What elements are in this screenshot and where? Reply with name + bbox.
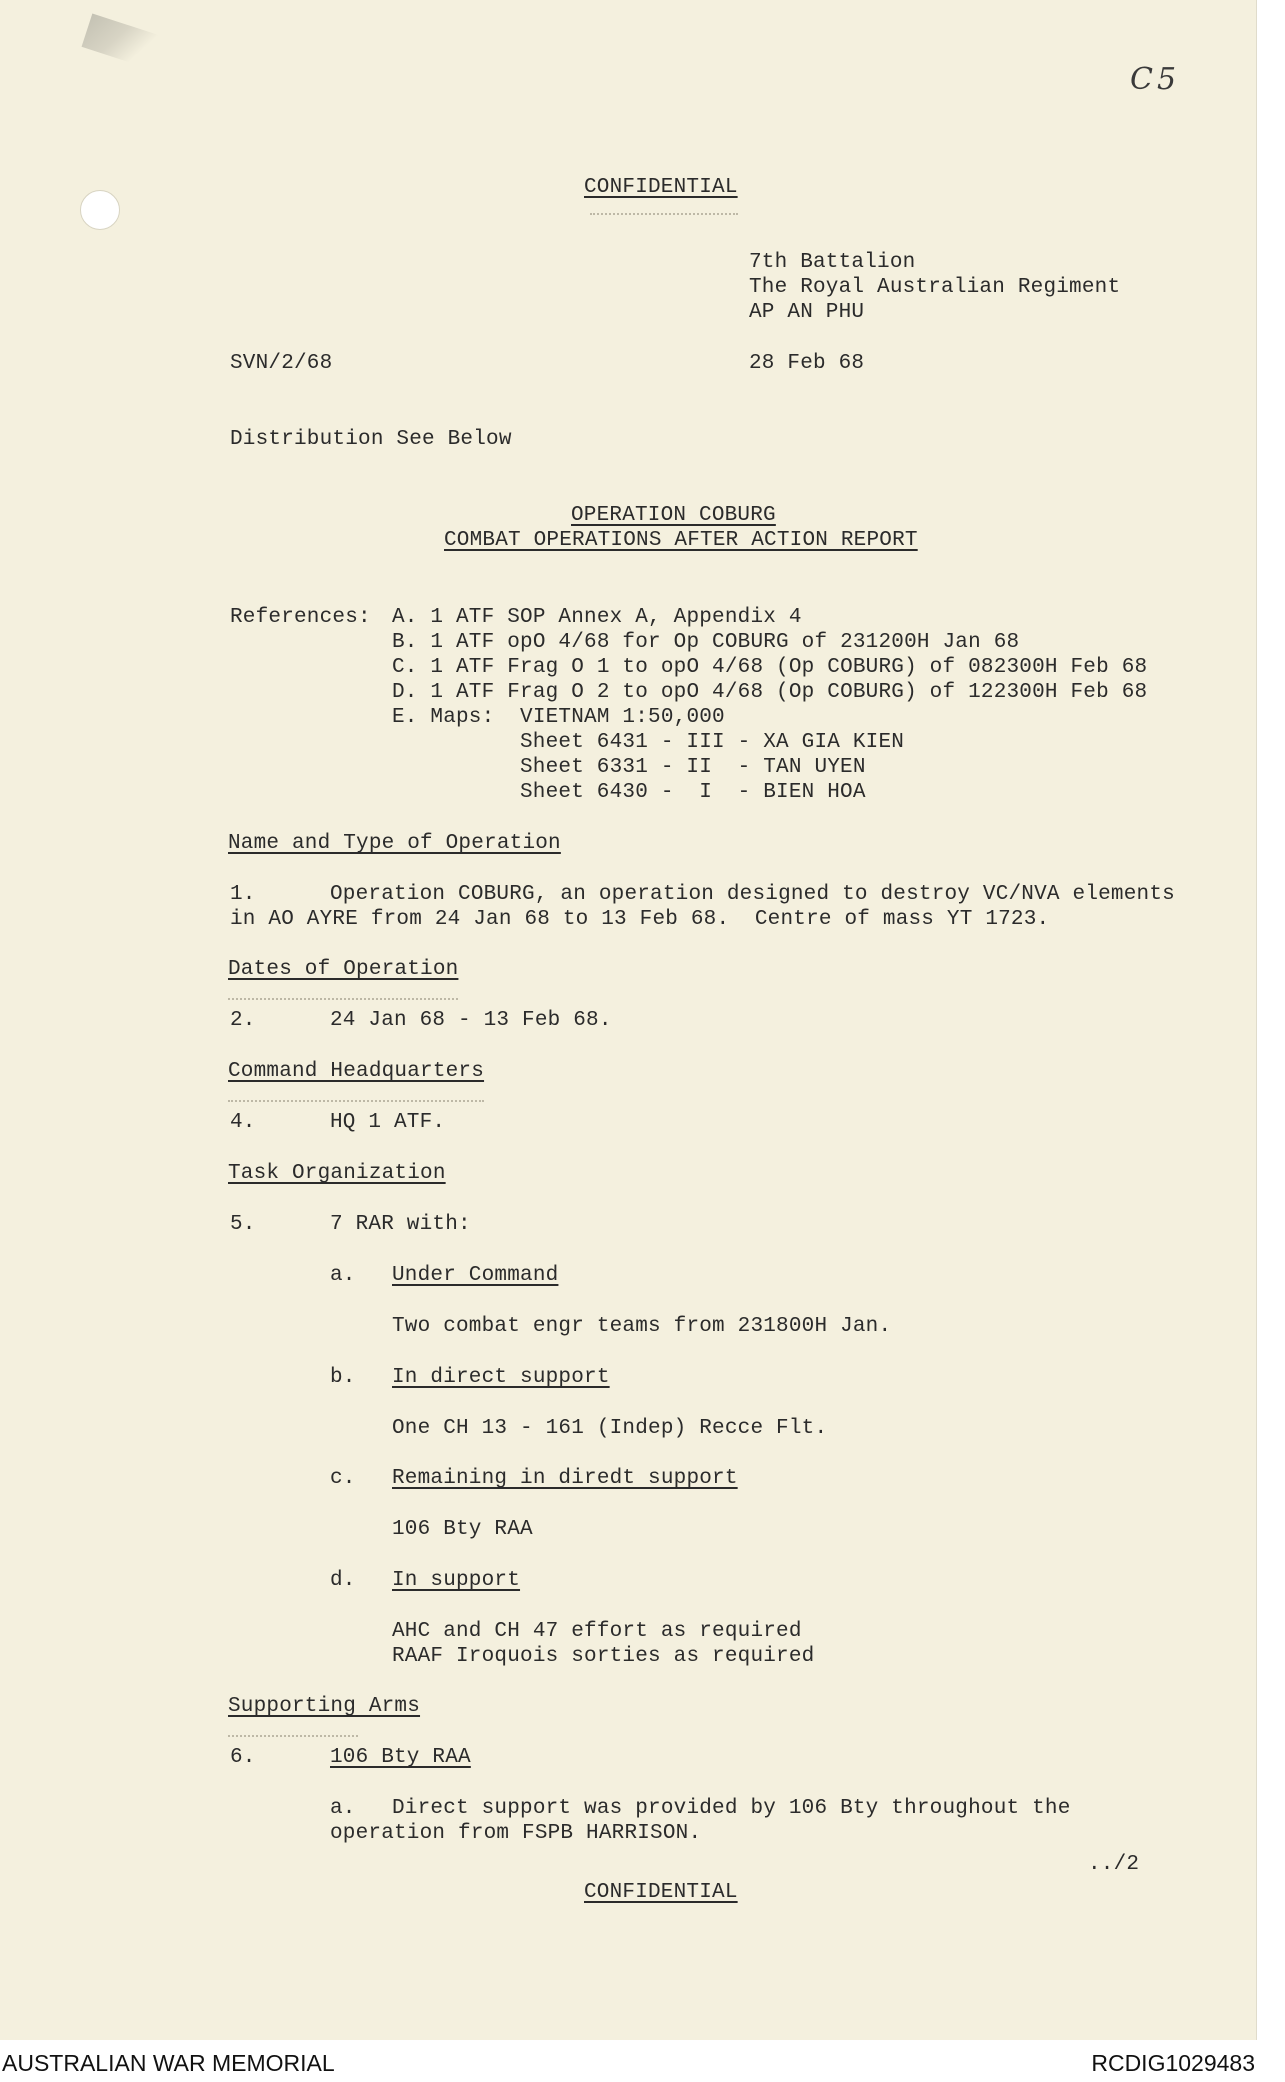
map-sheet-2: Sheet 6331 - II - TAN UYEN xyxy=(520,756,866,779)
para-4-text: HQ 1 ATF. xyxy=(330,1111,446,1134)
reference-b: B. 1 ATF opO 4/68 for Op COBURG of 231200H Jan 68 xyxy=(392,631,1020,654)
classification-top: CONFIDENTIAL xyxy=(584,176,738,199)
dotted-rule xyxy=(228,1100,484,1102)
para-5-text: 7 RAR with: xyxy=(330,1213,471,1236)
reference-a: A. 1 ATF SOP Annex A, Appendix 4 xyxy=(392,606,802,629)
para-6a-line-1: Direct support was provided by 106 Bty throughout the xyxy=(392,1797,1071,1820)
para-6-number: 6. xyxy=(230,1746,256,1769)
para-5-number: 5. xyxy=(230,1213,256,1236)
sub-c-heading: Remaining in diredt support xyxy=(392,1467,738,1490)
para-6a-letter: a. xyxy=(330,1797,356,1820)
heading-name-type: Name and Type of Operation xyxy=(228,832,561,855)
dotted-rule xyxy=(590,213,738,215)
staple-mark xyxy=(82,13,169,71)
unit-line-2: The Royal Australian Regiment xyxy=(749,276,1121,299)
heading-task-org: Task Organization xyxy=(228,1162,446,1185)
sub-b-heading: In direct support xyxy=(392,1366,610,1389)
unit-line-3: AP AN PHU xyxy=(749,301,865,324)
dotted-rule xyxy=(228,998,458,1000)
reference-c: C. 1 ATF Frag O 1 to opO 4/68 (Op COBURG) of 082300H Feb 68 xyxy=(392,656,1148,679)
unit-line-1: 7th Battalion xyxy=(749,251,916,274)
file-reference: SVN/2/68 xyxy=(230,352,333,375)
distribution-line: Distribution See Below xyxy=(230,428,512,451)
para-1-number: 1. xyxy=(230,883,256,906)
sub-b-line: One CH 13 - 161 (Indep) Recce Flt. xyxy=(392,1417,828,1440)
handwritten-mark: C5 xyxy=(1130,62,1181,97)
title-line-2: COMBAT OPERATIONS AFTER ACTION REPORT xyxy=(444,529,918,552)
sub-d-heading: In support xyxy=(392,1569,521,1592)
reference-d: D. 1 ATF Frag O 2 to opO 4/68 (Op COBURG) of 122300H Feb 68 xyxy=(392,681,1148,704)
sub-b-letter: b. xyxy=(330,1366,356,1389)
sub-d-line-2: RAAF Iroquois sorties as required xyxy=(392,1645,815,1668)
reference-e: E. Maps: VIETNAM 1:50,000 xyxy=(392,706,725,729)
footer-id: RCDIG1029483 xyxy=(1091,2050,1255,2076)
title-line-1: OPERATION COBURG xyxy=(571,504,776,527)
sub-a-line: Two combat engr teams from 231800H Jan. xyxy=(392,1315,892,1338)
document-date: 28 Feb 68 xyxy=(749,352,865,375)
punch-hole xyxy=(80,190,120,230)
sub-c-line: 106 Bty RAA xyxy=(392,1518,533,1541)
heading-dates: Dates of Operation xyxy=(228,958,459,981)
dotted-rule xyxy=(228,1735,358,1737)
sub-d-line-1: AHC and CH 47 effort as required xyxy=(392,1620,802,1643)
map-sheet-3: Sheet 6430 - I - BIEN HOA xyxy=(520,781,866,804)
sub-a-letter: a. xyxy=(330,1264,356,1287)
classification-bottom: CONFIDENTIAL xyxy=(584,1881,738,1904)
map-sheet-1: Sheet 6431 - III - XA GIA KIEN xyxy=(520,731,905,754)
sub-a-heading: Under Command xyxy=(392,1264,559,1287)
footer-source: AUSTRALIAN WAR MEMORIAL xyxy=(2,2050,335,2076)
para-2-text: 24 Jan 68 - 13 Feb 68. xyxy=(330,1009,612,1032)
para-2-number: 2. xyxy=(230,1009,256,1032)
para-1-line-1: Operation COBURG, an operation designed to destroy VC/NVA elements xyxy=(330,883,1175,906)
heading-supporting-arms: Supporting Arms xyxy=(228,1695,421,1718)
para-4-number: 4. xyxy=(230,1111,256,1134)
para-1-line-2: in AO AYRE from 24 Jan 68 to 13 Feb 68. Centre of mass YT 1723. xyxy=(230,908,1050,931)
sub-c-letter: c. xyxy=(330,1467,356,1490)
sub-d-letter: d. xyxy=(330,1569,356,1592)
para-6-subheading: 106 Bty RAA xyxy=(330,1746,471,1769)
page-continuation: ../2 xyxy=(1088,1853,1140,1876)
para-6a-line-2: operation from FSPB HARRISON. xyxy=(330,1822,702,1845)
heading-command: Command Headquarters xyxy=(228,1060,485,1083)
references-label: References: xyxy=(230,606,371,629)
